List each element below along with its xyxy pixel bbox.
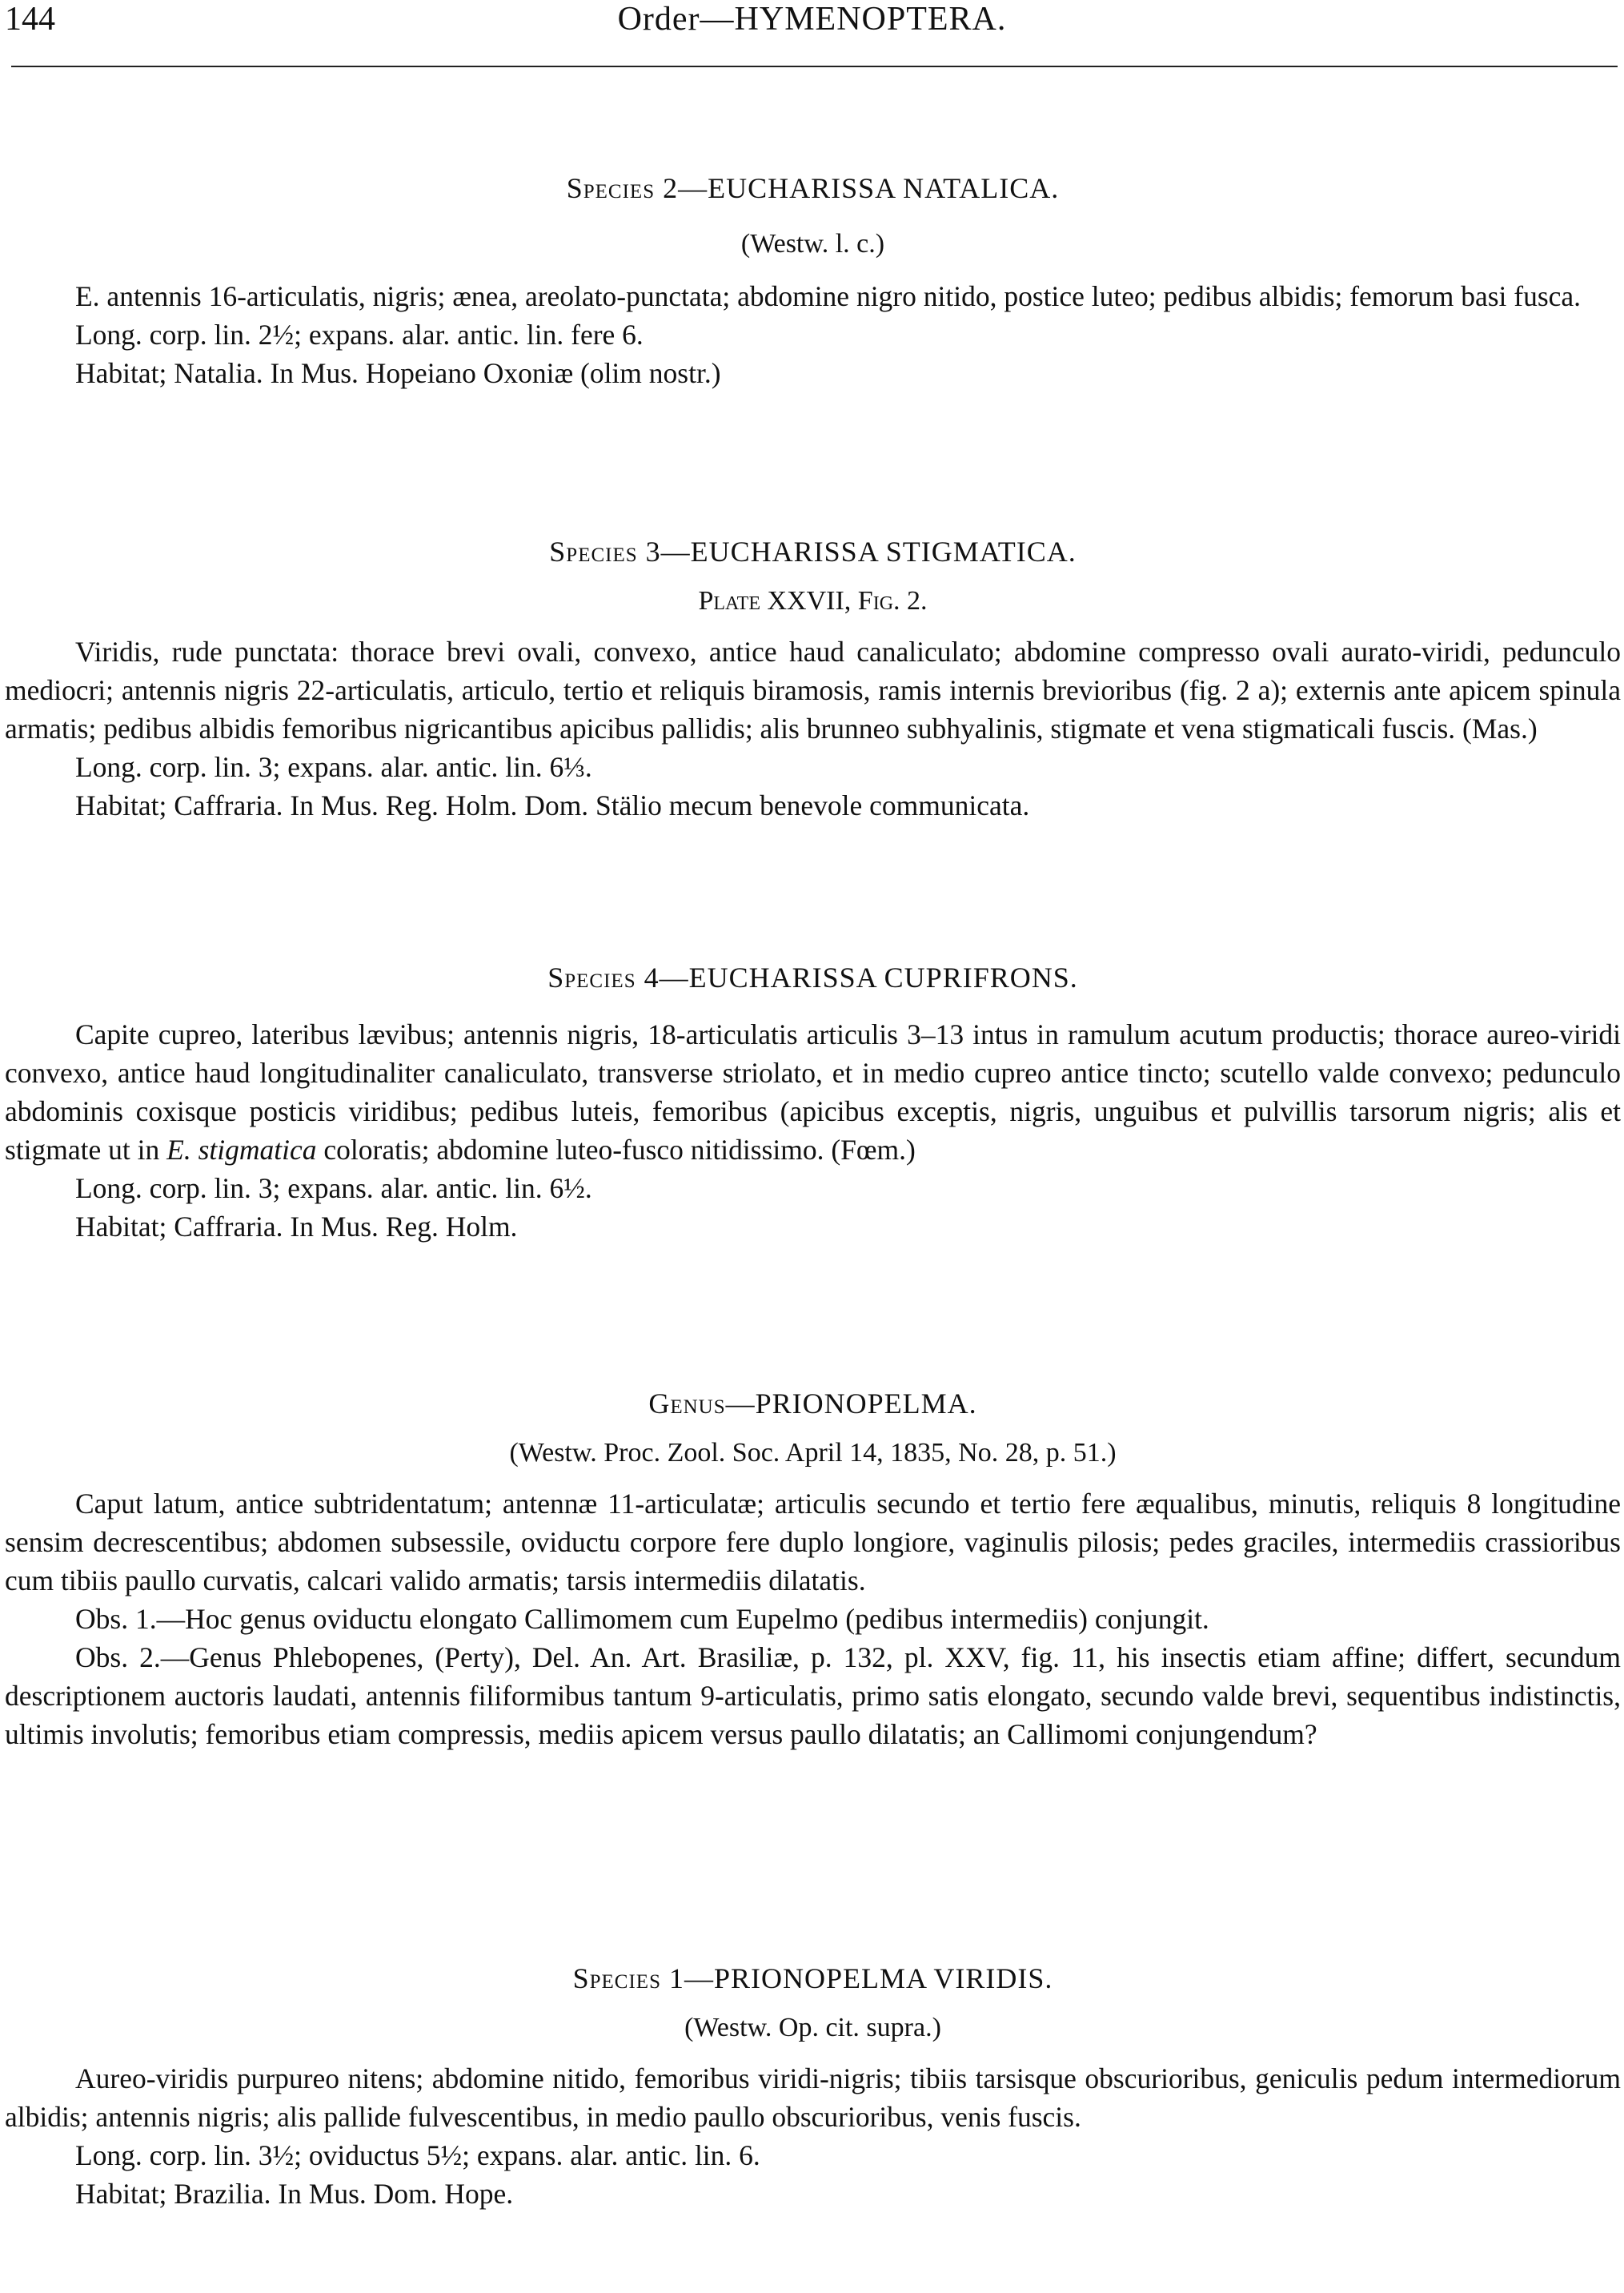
- description-text: Capite cupreo, lateribus lævibus; antennis nigris, 18-articulatis articulis 3–13 intus in ramulum acutum productis; thorace aureo-viridi convexo, antice haud longitudinaliter canaliculato, transverse striolato, et in medio cupreo antice tincto; scutello valde convexo; pedunculo abdominis coxisque posticis viridibus; pedibus luteis, femoribus (apicibus exceptis, nigris, unguibus et pulvillis tarsorum nigris; alis et stigmate ut in: [5, 1018, 1621, 1166]
- species-4-section: [5, 961, 1621, 1246]
- species-description: [5, 1015, 1621, 1169]
- observation-1: Obs. 1.—Hoc genus oviductu elongato Callimomem cum Eupelmo (pedibus intermediis) conjungit.: [75, 1603, 1209, 1635]
- species-measurements: Long. corp. lin. 2½; expans. alar. antic. lin. fere 6.: [75, 319, 644, 351]
- running-header: [5, 0, 1619, 40]
- species-reference: (Westw. Op. cit. supra.): [684, 2013, 941, 2042]
- species-3-section: [5, 535, 1621, 825]
- species-habitat: Habitat; Brazilia. In Mus. Dom. Hope.: [75, 2178, 514, 2210]
- description-text: coloratis; abdomine luteo-fusco nitidissimo. (Fœm.): [316, 1134, 916, 1166]
- species-measurements: Long. corp. lin. 3½; oviductus 5½; expans. alar. antic. lin. 6.: [75, 2139, 760, 2171]
- page-number: 144: [5, 1, 55, 38]
- observation-2: Obs. 2.—Genus Phlebopenes, (Perty), Del. An. Art. Brasiliæ, p. 132, pl. XXV, fig. 11, his insectis etiam affine; differt, secundum descriptionem auctoris laudati, antennis filiformibus tantum 9-articulatis, primo satis elongato, secundo valde brevi, sequentibus indistinctis, ultimis involutis; femoribus etiam compressis, mediis apicem versus paullo dilatatis; an Callimomi conjungendum?: [5, 1641, 1621, 1750]
- genus-reference: (Westw. Proc. Zool. Soc. April 14, 1835, No. 28, p. 51.): [509, 1438, 1117, 1468]
- header-rule: [11, 66, 1618, 67]
- species-habitat: Habitat; Natalia. In Mus. Hopeiano Oxoniæ (olim nostr.): [75, 357, 721, 389]
- species-reference: (Westw. l. c.): [740, 229, 885, 259]
- plate-reference: Plate XXVII, Fig. 2.: [698, 586, 928, 616]
- species-1-section: [5, 1962, 1621, 2213]
- species-name-italic: E. stigmatica: [166, 1134, 317, 1166]
- species-measurements: Long. corp. lin. 3; expans. alar. antic. lin. 6⅓.: [75, 751, 592, 783]
- genus-heading: Genus—PRIONOPELMA.: [648, 1387, 977, 1420]
- species-2-section: [5, 171, 1621, 392]
- running-title: Order—HYMENOPTERA.: [617, 1, 1007, 38]
- species-description: Viridis, rude punctata: thorace brevi ovali, convexo, antice haud canaliculato; abdomine compresso ovali aurato-viridi, pedunculo mediocri; antennis nigris 22-articulatis, articulo, tertio et reliquis biramosis, ramis internis brevioribus (fig. 2 a); externis ante apicem spinula armatis; pedibus albidis femoribus nigricantibus apicibus pallidis; alis brunneo subhyalinis, stigmate et vena stigmaticali fuscis. (Mas.): [5, 636, 1621, 745]
- species-heading: Species 1—PRIONOPELMA VIRIDIS.: [572, 1962, 1053, 1994]
- genus-section: [5, 1387, 1621, 1753]
- species-habitat: Habitat; Caffraria. In Mus. Reg. Holm. Dom. Stälio mecum benevole communicata.: [75, 789, 1030, 821]
- species-heading: Species 3—EUCHARISSA STIGMATICA.: [549, 536, 1077, 568]
- species-description: E. antennis 16-articulatis, nigris; ænea, areolato-punctata; abdomine nigro nitido, postice luteo; pedibus albidis; femorum basi fusca.: [75, 280, 1582, 312]
- species-measurements: Long. corp. lin. 3; expans. alar. antic. lin. 6½.: [75, 1172, 592, 1204]
- species-heading: Species 2—EUCHARISSA NATALICA.: [566, 172, 1060, 204]
- species-habitat: Habitat; Caffraria. In Mus. Reg. Holm.: [75, 1211, 518, 1243]
- species-description: Aureo-viridis purpureo nitens; abdomine nitido, femoribus viridi-nigris; tibiis tarsisque obscurioribus, geniculis pedum intermediorum albidis; antennis nigris; alis pallide fulvescentibus, in medio paullo obscurioribus, venis fuscis.: [5, 2062, 1621, 2133]
- species-heading: Species 4—EUCHARISSA CUPRIFRONS.: [547, 962, 1078, 994]
- genus-description: Caput latum, antice subtridentatum; antennæ 11-articulatæ; articulis secundo et tertio fere æqualibus, minutis, reliquis 8 longitudine sensim decrescentibus; abdomen subsessile, oviductu corpore fere duplo longiore, vaginulis pilosis; pedes graciles, intermediis crassioribus cum tibiis paullo curvatis, calcari valido armatis; tarsis intermediis dilatatis.: [5, 1488, 1621, 1596]
